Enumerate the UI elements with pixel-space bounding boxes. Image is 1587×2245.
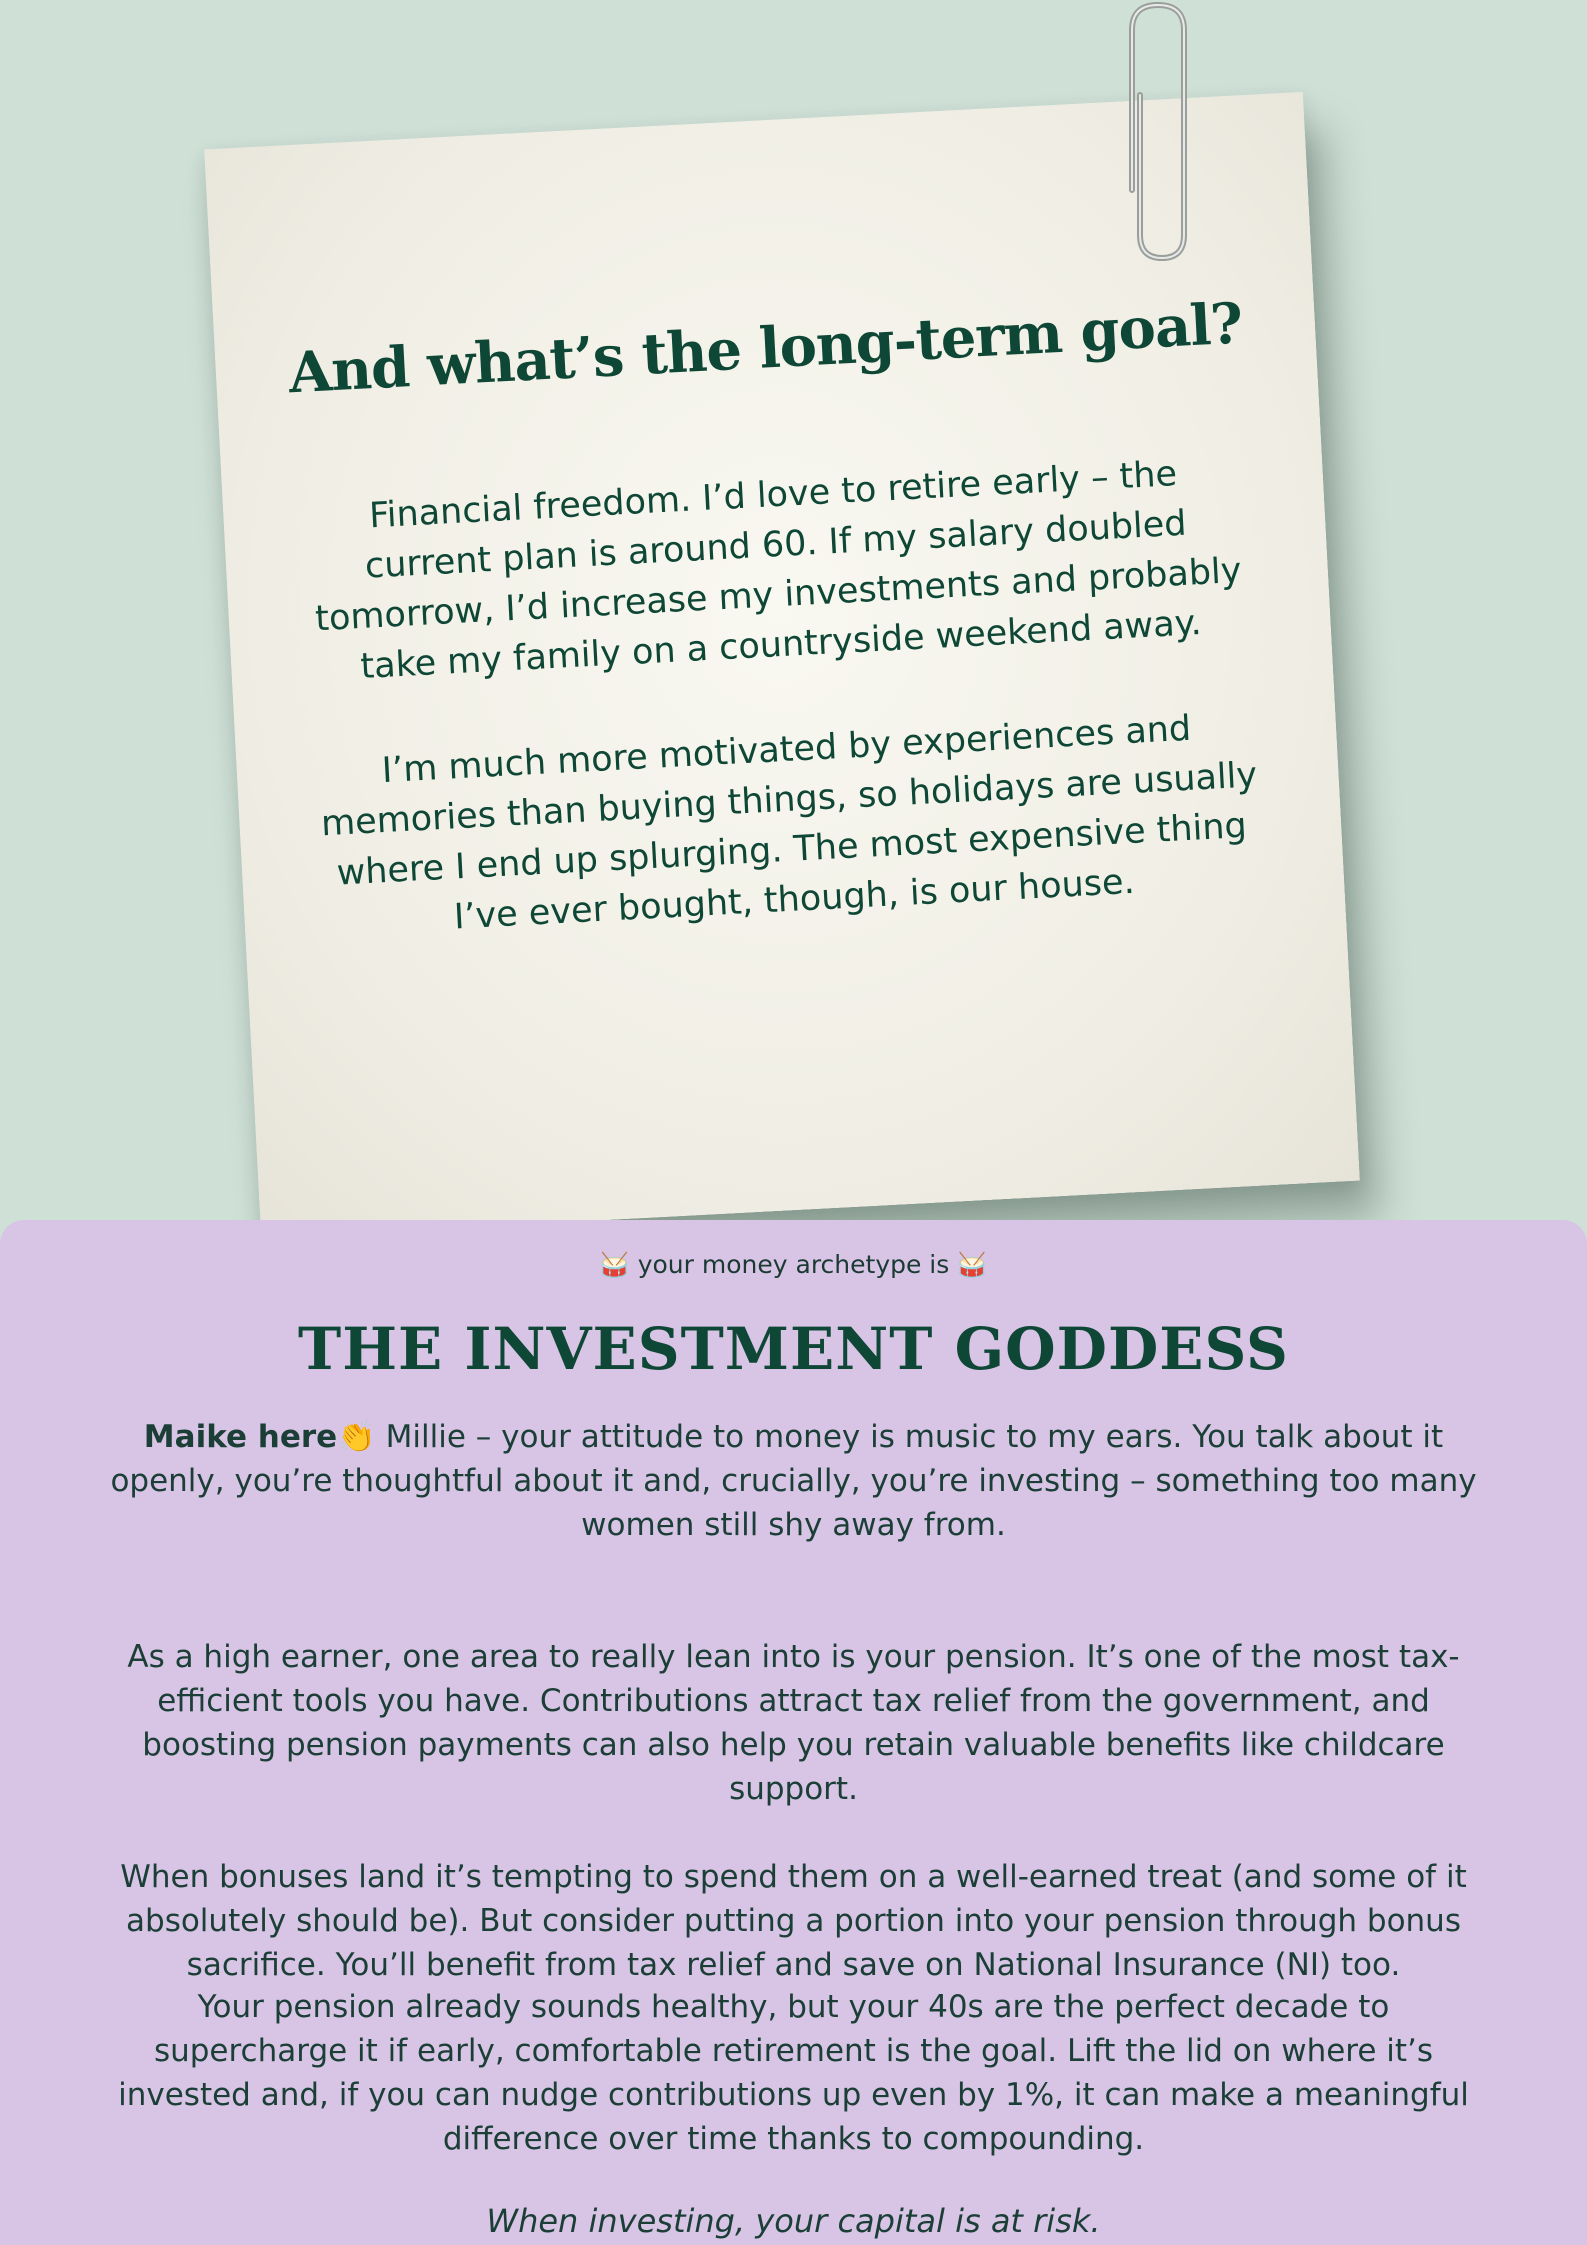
- risk-disclaimer: When investing, your capital is at risk.: [486, 2202, 1101, 2240]
- intro-paragraph: [110, 1415, 1477, 1547]
- note-paragraph-1: Financial freedom. I’d love to retire early – the current plan is around 60. If my salary doubled tomorrow, I’d increase my investments and probably take my family on a countryside weekend away.: [314, 454, 1243, 688]
- archetype-label: your money archetype is: [637, 1250, 950, 1279]
- note-title: And what’s the long-term goal?: [287, 290, 1244, 407]
- archetype-section: [0, 1220, 1587, 2245]
- drum-icon: 🥁: [957, 1251, 988, 1279]
- note-paragraph-2: I’m much more motivated by experiences and memories than buying things, so holidays are usually where I end up splurging. The most expensive thing I’ve ever bought, though, is our house.: [320, 708, 1259, 938]
- clapping-hands-icon: 👏: [337, 1419, 376, 1455]
- archetype-title: THE INVESTMENT GODDESS: [298, 1315, 1289, 1383]
- pension-paragraph: As a high earner, one area to really lean into is your pension. It’s one of the most tax-efficient tools you have. Contributions attract tax relief from the government, and boosting pension payments can also help you retain valuable benefits like childcare support.: [127, 1639, 1460, 1807]
- archetype-label-row: [0, 1250, 1587, 1279]
- paperclip-icon: [1100, 0, 1190, 270]
- bonus-paragraph: When bonuses land it’s tempting to spend them on a well-earned treat (and some of it absolutely should be). But consider putting a portion into your pension through bonus sacrifice. You’ll benefit from tax relief and save on National Insurance (NI) too.: [120, 1859, 1467, 1983]
- compounding-paragraph: Your pension already sounds healthy, but your 40s are the perfect decade to supercharge it if early, comfortable retirement is the goal. Lift the lid on where it’s invested and, if you can nudge contributions up even by 1%, it can make a meaningful difference over time thanks to compounding.: [118, 1989, 1469, 2157]
- author-name: Maike here: [143, 1419, 338, 1455]
- drum-icon: 🥁: [599, 1251, 630, 1279]
- intro-text: Millie – your attitude to money is music to my ears. You talk about it openly, you’re thoughtful about it and, crucially, you’re investing – something too many women still shy away from.: [110, 1419, 1477, 1543]
